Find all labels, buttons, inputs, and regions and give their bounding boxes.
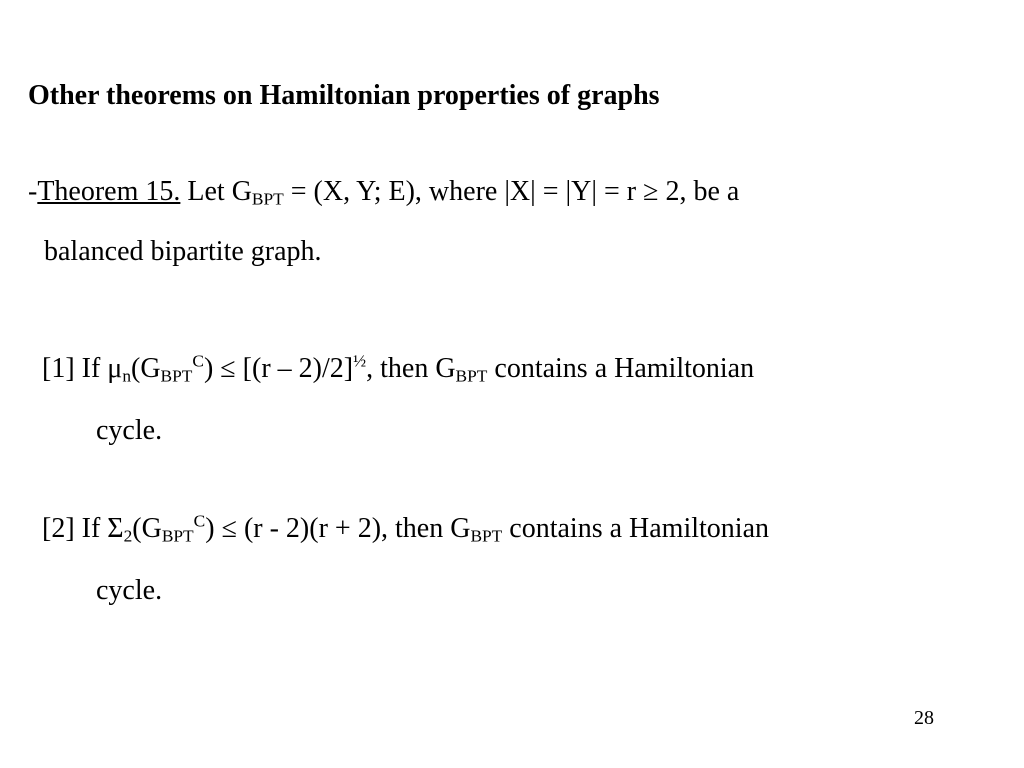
theorem-statement-continued: balanced bipartite graph. bbox=[44, 236, 322, 267]
slide-title: Other theorems on Hamiltonian properties of graphs bbox=[28, 80, 660, 111]
condition-1-text: (G bbox=[131, 353, 161, 384]
condition-1-text: ) ≤ [(r – 2)/2] bbox=[203, 353, 354, 384]
complement-superscript: C bbox=[192, 351, 204, 371]
condition-2-text: [2] If Σ bbox=[42, 513, 124, 544]
graph-subscript: BPT bbox=[251, 189, 284, 209]
sigma-subscript: 2 bbox=[123, 526, 133, 546]
theorem-intro-pre: Let G bbox=[180, 176, 252, 207]
condition-1-text: , then G bbox=[366, 353, 456, 384]
condition-2-text: ) ≤ (r - 2)(r + 2), then G bbox=[205, 513, 471, 544]
theorem-dash: - bbox=[28, 176, 38, 207]
mu-subscript: n bbox=[122, 366, 131, 386]
theorem-intro-post: = (X, Y; E), where |X| = |Y| = r ≥ 2, be a bbox=[283, 176, 740, 207]
graph-subscript: BPT bbox=[455, 366, 488, 386]
graph-subscript: BPT bbox=[470, 526, 503, 546]
condition-1-text: [1] If μ bbox=[42, 353, 123, 384]
graph-subscript: BPT bbox=[160, 366, 193, 386]
exponent-half: ½ bbox=[353, 351, 367, 371]
theorem-statement bbox=[28, 172, 739, 212]
condition-2 bbox=[42, 509, 769, 549]
condition-2-text: (G bbox=[132, 513, 162, 544]
condition-1-continued: cycle. bbox=[96, 415, 163, 446]
graph-subscript: BPT bbox=[161, 526, 194, 546]
theorem-label: Theorem 15. bbox=[37, 176, 181, 207]
complement-superscript: C bbox=[193, 511, 206, 531]
condition-2-text: contains a Hamiltonian bbox=[502, 513, 770, 544]
condition-1-text: contains a Hamiltonian bbox=[487, 353, 755, 384]
condition-1 bbox=[42, 349, 754, 389]
page-number: 28 bbox=[914, 707, 934, 729]
condition-2-continued: cycle. bbox=[96, 575, 163, 606]
